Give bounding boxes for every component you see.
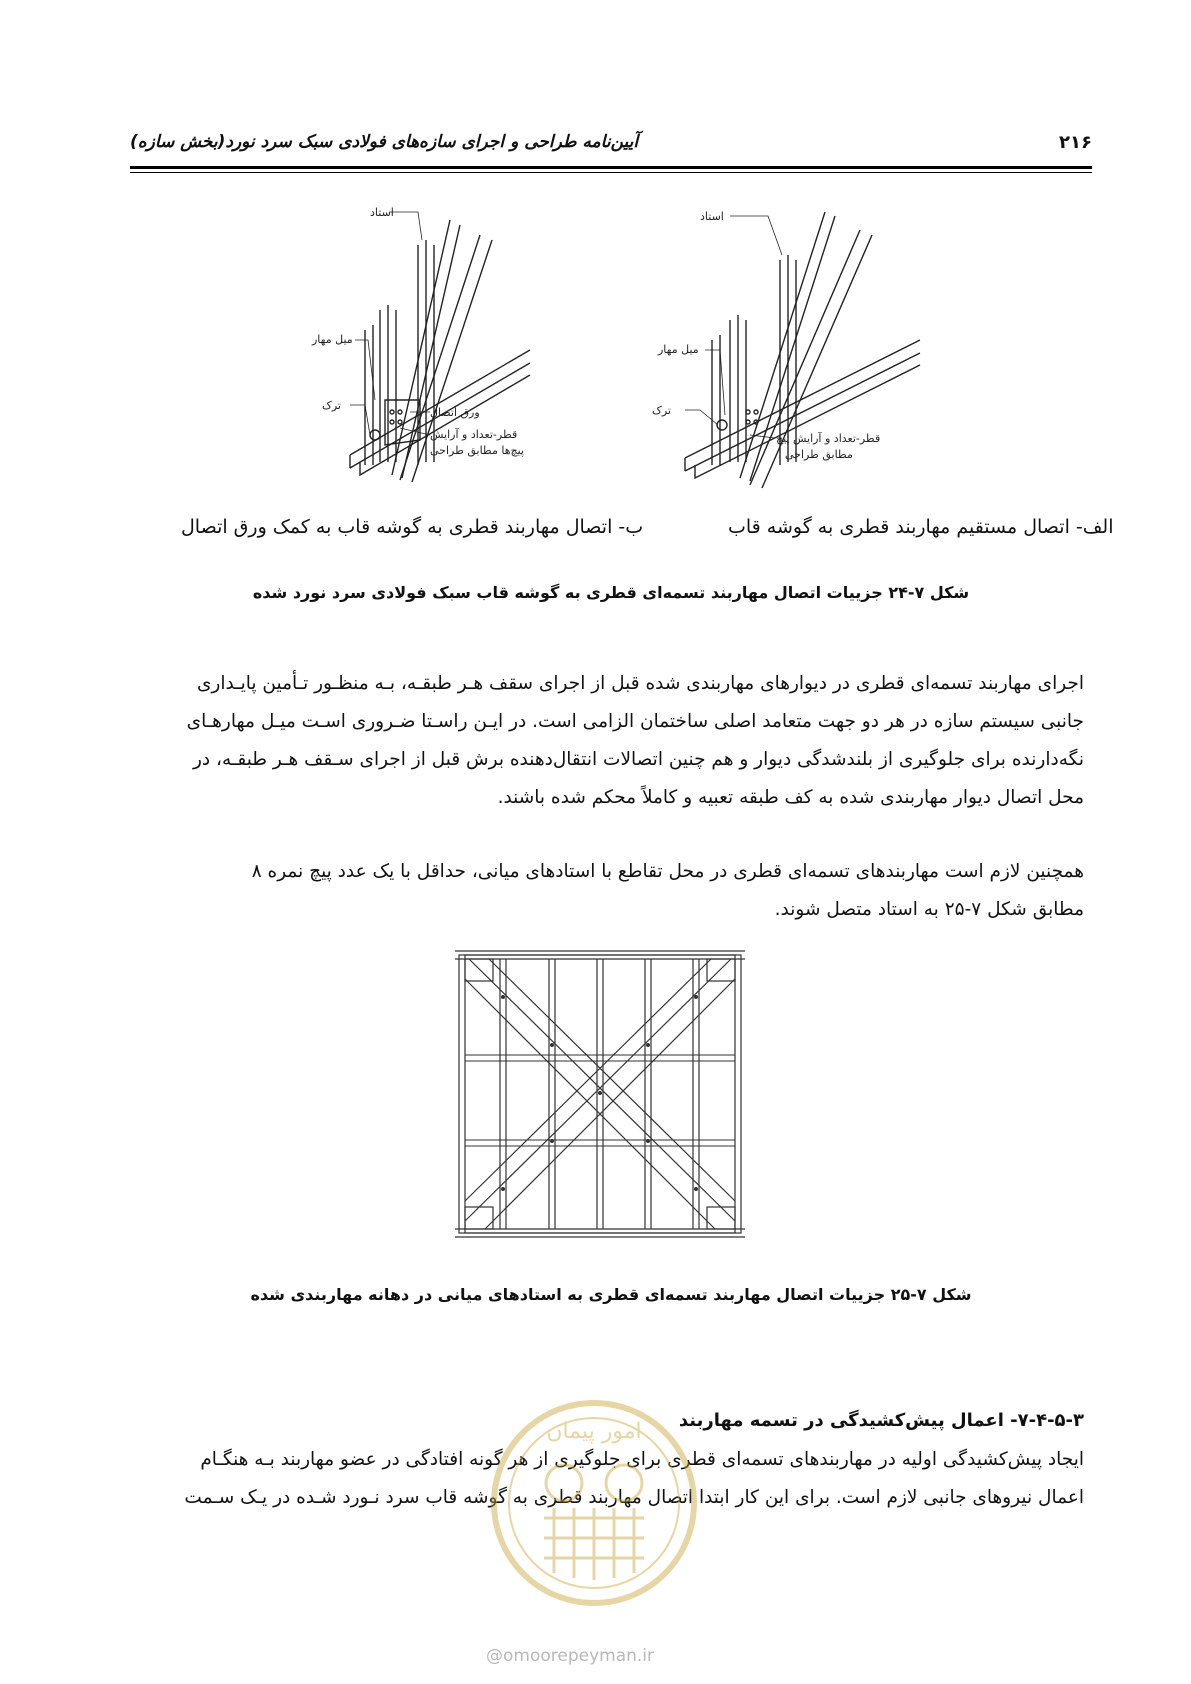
page-number: ۲۱۶ [1059,132,1092,153]
label-stud-a: استاد [700,210,724,223]
label-diag1-a: قطر-تعداد و آرایش پیچ [776,432,881,445]
label-diag2-a: مطابق طراحی [785,448,853,461]
paragraph-2 [138,853,1084,929]
watermark-seal [484,1388,704,1622]
paragraph-line: محل اتصال دیوار مهاربندی شده به کف طبقه تعبیه و کاملاً محکم شده باشند. [497,787,1084,808]
paragraph-line: اجرای مهاربند تسمه‌ای قطری در دیوارهای مهاربندی شده قبل از اجرای سقف هـر طبقـه، بـه منظـور تـأمین پایـداری [196,673,1084,694]
watermark-seal-text: امور پیمان [546,1419,642,1444]
figure-24-drawing-a [652,200,930,500]
paragraph-line: نگه‌دارنده برای جلوگیری از بلندشدگی دیوار و هم چنین اتصالات انتقال‌دهنده برش قبل از اجرای سـقف هـر طبقـه، در [193,749,1084,770]
header-rule-thin [130,172,1092,173]
paragraph-line: ایجاد پیش‌کشیدگی اولیه در مهاربندهای تسمه‌ای قطری برای جلوگیری از هر گونه افتادگی در عضو مهاربند بـه هنگـام [200,1449,1084,1470]
paragraph-line: همچنین لازم است مهاربندهای تسمه‌ای قطری در محل تقاطع با استادهای میانی، حداقل با یک عدد پیچ نمره ۸ [251,861,1084,882]
label-anchor-b: میل مهار [312,333,353,346]
paragraph-line: جانبی سیستم سازه در هر دو جهت متعامد اصلی ساختمان الزامی است. در ایـن راسـتا ضـروری اسـت میـل مهارهـای [186,711,1084,732]
paragraph-1 [138,665,1084,817]
section-heading: ۷-۴-۵-۳- اعمال پیش‌کشیدگی در تسمه مهاربند [678,1410,1084,1431]
figure-24-drawing-b [312,200,540,500]
label-anchor-a: میل مهار [658,343,699,356]
book-title: آیین‌نامه طراحی و اجرای سازه‌های فولادی سبک سرد نورد(بخش سازه) [130,132,639,152]
watermark-at-icon: @ [486,1646,503,1666]
label-track-a: ترک [652,404,671,417]
paragraph-line: اعمال نیروهای جانبی لازم است. برای این کار ابتدا اتصال مهاربند قطری به گوشه قاب سرد نـورد شـده در یـک سـمت [184,1487,1084,1508]
page-header [130,132,1092,162]
watermark-site: @omoorepeyman.ir [486,1646,655,1666]
label-plate-b: ورق اتصال [430,406,480,419]
label-diag1-b: قطر-تعداد و آرایش [430,428,518,441]
figure-24-caption: شکل ۷-۲۴ جزییات اتصال مهاربند تسمه‌ای قطری به گوشه قاب سبک فولادی سرد نورد شده [252,583,970,602]
label-diag2-b: پیچ‌ها مطابق طراحی [430,444,524,457]
label-stud-b: استاد [370,206,394,219]
subcaption-a: الف- اتصال مستقیم مهاربند قطری به گوشه قاب [728,516,1114,538]
figure-25-caption: شکل ۷-۲۵ جزییات اتصال مهاربند تسمه‌ای قطری به استادهای میانی در دهانه مهاربندی شده [250,1285,972,1304]
subcaption-b: ب- اتصال مهاربند قطری به گوشه قاب به کمک ورق اتصال [181,516,644,538]
header-rule-thick [130,166,1092,169]
figure-25-drawing [455,945,745,1240]
label-track-b: ترک [322,399,341,412]
paragraph-line: مطابق شکل ۷-۲۵ به استاد متصل شوند. [774,899,1084,920]
